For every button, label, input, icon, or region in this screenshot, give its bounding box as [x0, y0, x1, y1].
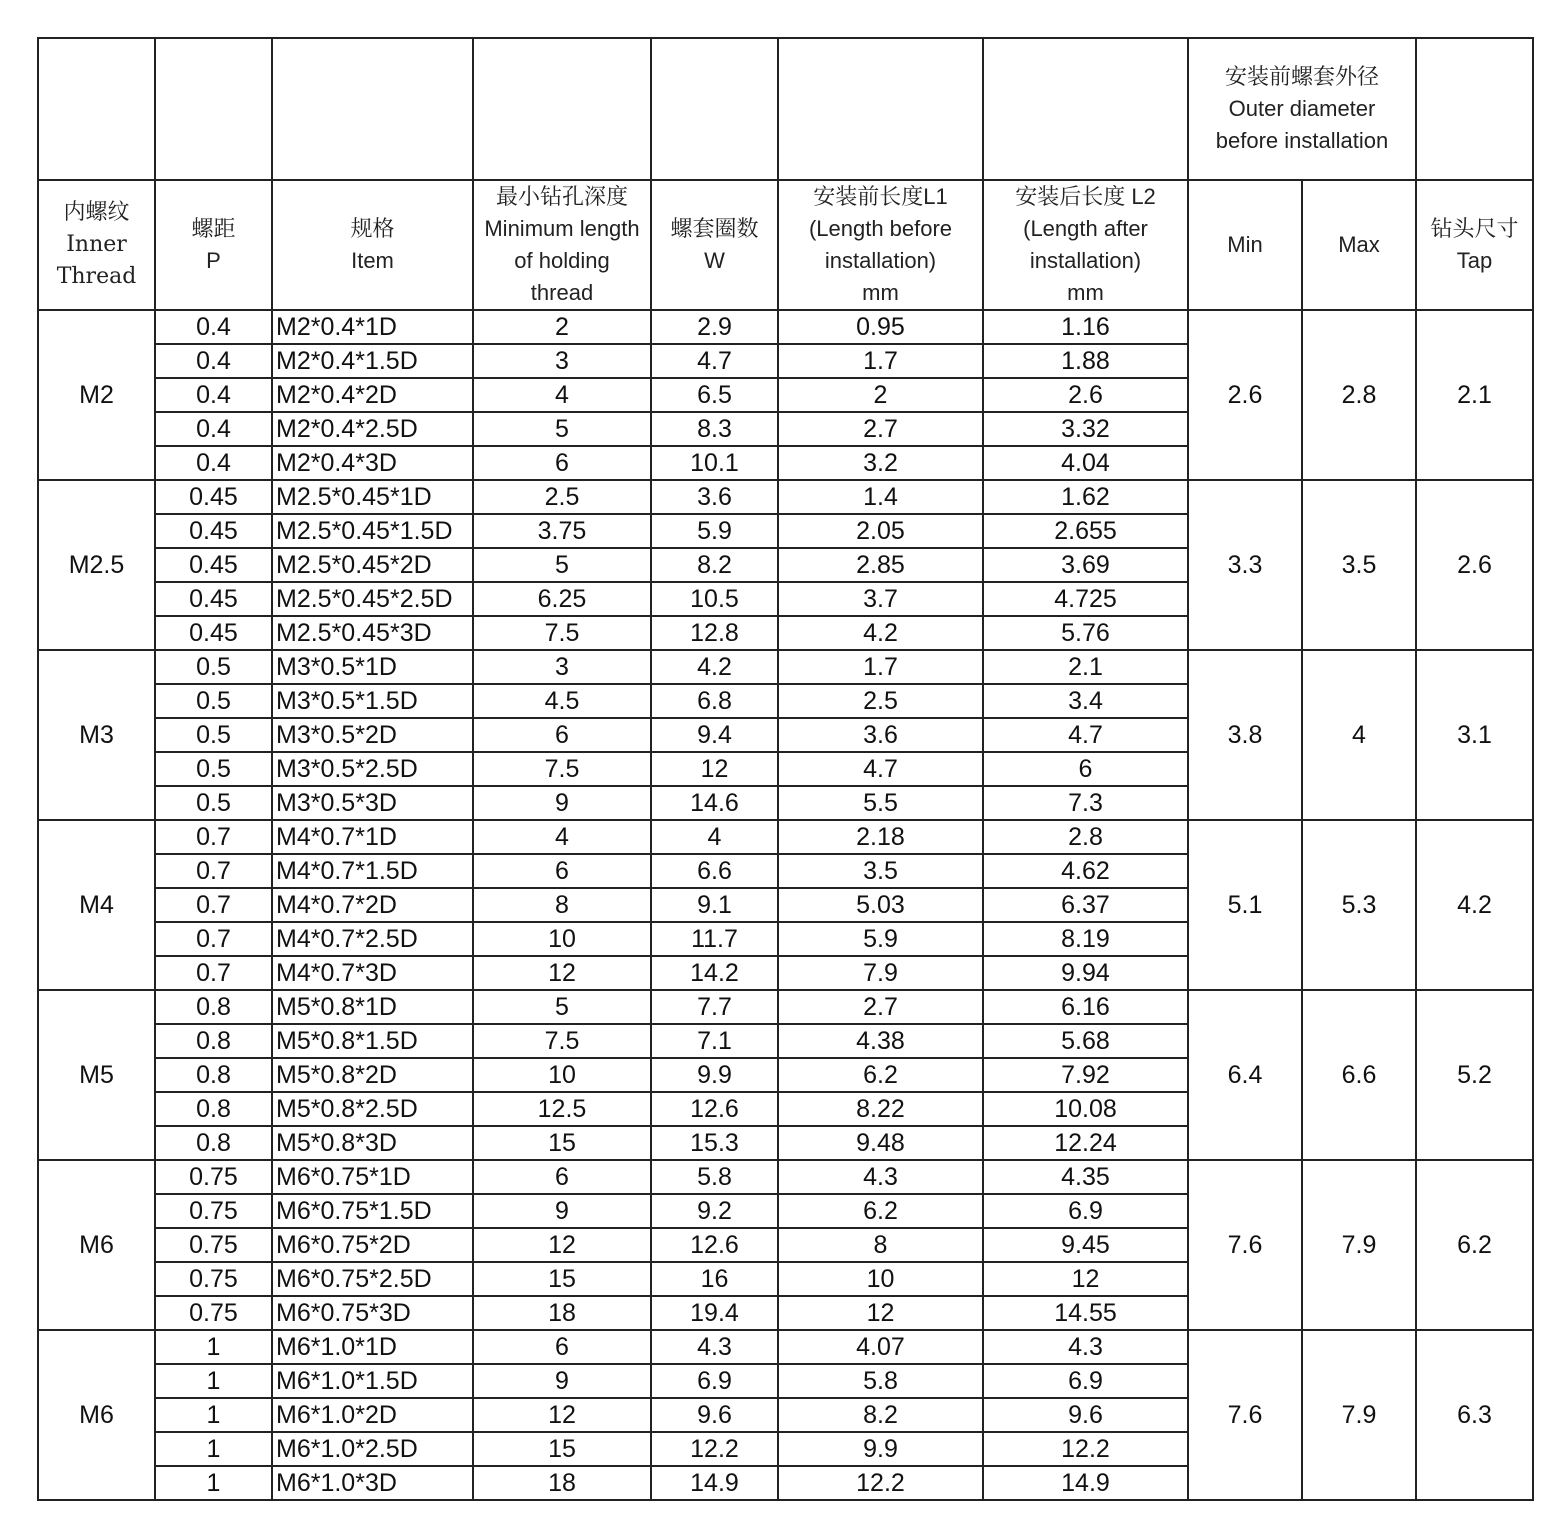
pitch-cell: 0.5	[155, 718, 272, 752]
pitch-cell: 1	[155, 1432, 272, 1466]
outer-max-header-label: Max	[1338, 232, 1380, 257]
min-hole-depth-cell: 15	[473, 1126, 651, 1160]
table-row	[38, 480, 1533, 514]
thread-size-cell: M5	[38, 990, 155, 1160]
coils-cell: 10.5	[651, 582, 778, 616]
outer-max-cell: 4	[1302, 650, 1416, 820]
length-after-cell: 3.4	[983, 684, 1188, 718]
length-after-cell: 1.16	[983, 310, 1188, 344]
outer-max-cell: 6.6	[1302, 990, 1416, 1160]
coils-cell: 16	[651, 1262, 778, 1296]
item-cell: M6*0.75*2.5D	[272, 1262, 473, 1296]
pitch-cell: 0.8	[155, 1058, 272, 1092]
length-before-cell: 2	[778, 378, 983, 412]
length-before-cell: 12	[778, 1296, 983, 1330]
length-after-cell: 10.08	[983, 1092, 1188, 1126]
min-hole-depth-cell: 3.75	[473, 514, 651, 548]
pitch-cell: 0.45	[155, 582, 272, 616]
pitch-cell: 0.4	[155, 446, 272, 480]
length-after-cell: 7.92	[983, 1058, 1188, 1092]
coils-cell: 7.1	[651, 1024, 778, 1058]
min-hole-depth-cell: 6	[473, 1330, 651, 1364]
min-hole-depth-cell: 6	[473, 446, 651, 480]
coils-cell: 19.4	[651, 1296, 778, 1330]
thread-size-cell: M6	[38, 1330, 155, 1500]
item-cell: M2*0.4*1.5D	[272, 344, 473, 378]
tap-cell: 2.6	[1416, 480, 1533, 650]
min-hole-depth-cell: 4.5	[473, 684, 651, 718]
min-hole-depth-cell: 9	[473, 1364, 651, 1398]
length-after-cell: 2.6	[983, 378, 1188, 412]
length-after-cell: 1.88	[983, 344, 1188, 378]
length-before-cell: 2.7	[778, 412, 983, 446]
item-header	[272, 180, 473, 310]
coils-cell: 4.2	[651, 650, 778, 684]
pitch-header-zh: 螺距	[191, 216, 236, 241]
length-after-cell: 12.24	[983, 1126, 1188, 1160]
pitch-cell: 0.8	[155, 990, 272, 1024]
blank-header-cell	[1416, 38, 1533, 180]
min-hole-depth-header-en-1: Minimum length	[484, 216, 640, 241]
coils-cell: 14.9	[651, 1466, 778, 1500]
length-before-cell: 4.2	[778, 616, 983, 650]
outer-diameter-header-en-2: before installation	[1215, 128, 1389, 153]
min-hole-depth-cell: 6.25	[473, 582, 651, 616]
pitch-cell: 0.45	[155, 514, 272, 548]
pitch-cell: 0.4	[155, 378, 272, 412]
length-before-cell: 0.95	[778, 310, 983, 344]
coils-cell: 15.3	[651, 1126, 778, 1160]
length-after-cell: 6.9	[983, 1364, 1188, 1398]
pitch-cell: 0.7	[155, 888, 272, 922]
table-row	[38, 990, 1533, 1024]
blank-header-cell	[778, 38, 983, 180]
outer-min-cell: 7.6	[1188, 1160, 1302, 1330]
length-before-cell: 3.7	[778, 582, 983, 616]
min-hole-depth-cell: 9	[473, 1194, 651, 1228]
length-before-cell: 1.7	[778, 650, 983, 684]
min-hole-depth-header	[473, 180, 651, 310]
coils-cell: 6.9	[651, 1364, 778, 1398]
blank-header-cell	[983, 38, 1188, 180]
thread-size-cell: M6	[38, 1160, 155, 1330]
min-hole-depth-header-zh: 最小钻孔深度	[495, 184, 628, 209]
coils-header-zh: 螺套圈数	[670, 216, 759, 241]
min-hole-depth-cell: 7.5	[473, 1024, 651, 1058]
outer-diameter-header-en-1: Outer diameter	[1228, 96, 1376, 121]
length-after-cell: 9.94	[983, 956, 1188, 990]
length-after-cell: 5.68	[983, 1024, 1188, 1058]
length-after-cell: 2.8	[983, 820, 1188, 854]
pitch-cell: 0.75	[155, 1228, 272, 1262]
length-after-cell: 2.1	[983, 650, 1188, 684]
coils-cell: 11.7	[651, 922, 778, 956]
table-row	[38, 1330, 1533, 1364]
length-after-cell: 4.62	[983, 854, 1188, 888]
inner-thread-header-en-1: Inner	[66, 232, 127, 257]
length-before-cell: 7.9	[778, 956, 983, 990]
min-hole-depth-cell: 4	[473, 378, 651, 412]
length-before-cell: 2.5	[778, 684, 983, 718]
tap-header-zh: 钻头尺寸	[1430, 216, 1519, 241]
pitch-cell: 0.75	[155, 1262, 272, 1296]
item-cell: M4*0.7*1D	[272, 820, 473, 854]
pitch-cell: 0.5	[155, 786, 272, 820]
length-after-header-en-1: (Length after	[1023, 216, 1148, 241]
pitch-cell: 1	[155, 1330, 272, 1364]
coils-cell: 6.6	[651, 854, 778, 888]
length-before-cell: 1.7	[778, 344, 983, 378]
min-hole-depth-cell: 6	[473, 718, 651, 752]
coils-cell: 2.9	[651, 310, 778, 344]
table-row	[38, 310, 1533, 344]
min-hole-depth-header-en-3: thread	[530, 280, 594, 305]
item-cell: M3*0.5*1.5D	[272, 684, 473, 718]
pitch-header-en: P	[206, 248, 221, 273]
outer-min-cell: 5.1	[1188, 820, 1302, 990]
length-before-cell: 9.48	[778, 1126, 983, 1160]
item-cell: M6*1.0*1.5D	[272, 1364, 473, 1398]
min-hole-depth-cell: 10	[473, 1058, 651, 1092]
length-after-cell: 3.69	[983, 548, 1188, 582]
pitch-cell: 0.7	[155, 820, 272, 854]
table-row	[38, 820, 1533, 854]
min-hole-depth-cell: 5	[473, 548, 651, 582]
length-before-header-unit: mm	[862, 280, 899, 305]
thread-size-cell: M4	[38, 820, 155, 990]
length-before-cell: 5.03	[778, 888, 983, 922]
min-hole-depth-cell: 7.5	[473, 752, 651, 786]
coils-cell: 6.8	[651, 684, 778, 718]
length-before-cell: 4.3	[778, 1160, 983, 1194]
length-before-cell: 8	[778, 1228, 983, 1262]
item-cell: M2*0.4*2.5D	[272, 412, 473, 446]
length-before-cell: 5.5	[778, 786, 983, 820]
min-hole-depth-cell: 12	[473, 1228, 651, 1262]
length-before-header-zh: 安装前长度L1	[813, 184, 948, 209]
pitch-cell: 0.7	[155, 854, 272, 888]
item-cell: M6*1.0*3D	[272, 1466, 473, 1500]
min-hole-depth-cell: 6	[473, 1160, 651, 1194]
length-before-cell: 5.9	[778, 922, 983, 956]
min-hole-depth-cell: 12	[473, 1398, 651, 1432]
min-hole-depth-cell: 7.5	[473, 616, 651, 650]
pitch-cell: 0.8	[155, 1126, 272, 1160]
outer-min-cell: 3.3	[1188, 480, 1302, 650]
outer-min-cell: 2.6	[1188, 310, 1302, 480]
coils-cell: 3.6	[651, 480, 778, 514]
outer-max-cell: 7.9	[1302, 1160, 1416, 1330]
length-after-cell: 6.37	[983, 888, 1188, 922]
pitch-cell: 0.8	[155, 1092, 272, 1126]
coils-cell: 5.9	[651, 514, 778, 548]
min-hole-depth-cell: 18	[473, 1296, 651, 1330]
item-cell: M5*0.8*1D	[272, 990, 473, 1024]
outer-min-header	[1188, 180, 1302, 310]
item-cell: M4*0.7*2D	[272, 888, 473, 922]
coils-cell: 9.6	[651, 1398, 778, 1432]
length-before-header-en-1: (Length before	[808, 216, 953, 241]
length-after-cell: 7.3	[983, 786, 1188, 820]
length-before-cell: 9.9	[778, 1432, 983, 1466]
item-cell: M6*1.0*1D	[272, 1330, 473, 1364]
coils-cell: 14.2	[651, 956, 778, 990]
length-before-cell: 6.2	[778, 1194, 983, 1228]
length-after-header-zh: 安装后长度 L2	[1015, 184, 1156, 209]
tap-cell: 2.1	[1416, 310, 1533, 480]
min-hole-depth-cell: 2	[473, 310, 651, 344]
min-hole-depth-cell: 10	[473, 922, 651, 956]
thread-size-cell: M3	[38, 650, 155, 820]
tap-header	[1416, 180, 1533, 310]
coils-cell: 7.7	[651, 990, 778, 1024]
length-after-header-en-2: installation)	[1029, 248, 1142, 273]
length-after-cell: 6.9	[983, 1194, 1188, 1228]
length-after-cell: 6	[983, 752, 1188, 786]
length-after-cell: 8.19	[983, 922, 1188, 956]
tap-cell: 6.3	[1416, 1330, 1533, 1500]
blank-header-cell	[473, 38, 651, 180]
min-hole-depth-cell: 4	[473, 820, 651, 854]
coils-cell: 9.4	[651, 718, 778, 752]
table-row	[38, 650, 1533, 684]
outer-max-cell: 7.9	[1302, 1330, 1416, 1500]
length-after-cell: 9.45	[983, 1228, 1188, 1262]
min-hole-depth-cell: 12	[473, 956, 651, 990]
min-hole-depth-cell: 15	[473, 1262, 651, 1296]
outer-min-cell: 7.6	[1188, 1330, 1302, 1500]
coils-cell: 12	[651, 752, 778, 786]
length-before-cell: 4.07	[778, 1330, 983, 1364]
item-cell: M2.5*0.45*1D	[272, 480, 473, 514]
length-after-cell: 4.7	[983, 718, 1188, 752]
item-cell: M6*1.0*2D	[272, 1398, 473, 1432]
outer-min-cell: 3.8	[1188, 650, 1302, 820]
length-after-cell: 14.55	[983, 1296, 1188, 1330]
min-hole-depth-cell: 9	[473, 786, 651, 820]
min-hole-depth-cell: 8	[473, 888, 651, 922]
pitch-header	[155, 180, 272, 310]
length-after-cell: 6.16	[983, 990, 1188, 1024]
min-hole-depth-cell: 6	[473, 854, 651, 888]
coils-cell: 10.1	[651, 446, 778, 480]
pitch-cell: 0.45	[155, 548, 272, 582]
thread-size-cell: M2	[38, 310, 155, 480]
length-before-cell: 8.2	[778, 1398, 983, 1432]
pitch-cell: 0.5	[155, 650, 272, 684]
coils-cell: 4	[651, 820, 778, 854]
length-before-cell: 5.8	[778, 1364, 983, 1398]
item-cell: M5*0.8*1.5D	[272, 1024, 473, 1058]
item-header-en: Item	[351, 248, 394, 273]
length-before-cell: 2.05	[778, 514, 983, 548]
pitch-cell: 0.75	[155, 1194, 272, 1228]
length-after-cell: 12.2	[983, 1432, 1188, 1466]
length-after-cell: 5.76	[983, 616, 1188, 650]
length-after-cell: 2.655	[983, 514, 1188, 548]
length-before-cell: 2.85	[778, 548, 983, 582]
item-cell: M6*0.75*1D	[272, 1160, 473, 1194]
min-hole-depth-cell: 5	[473, 990, 651, 1024]
blank-header-cell	[651, 38, 778, 180]
coils-cell: 8.3	[651, 412, 778, 446]
item-cell: M3*0.5*2D	[272, 718, 473, 752]
min-hole-depth-header-en-2: of holding	[514, 248, 610, 273]
outer-min-header-label: Min	[1227, 232, 1263, 257]
tap-cell: 6.2	[1416, 1160, 1533, 1330]
item-cell: M2.5*0.45*1.5D	[272, 514, 473, 548]
item-cell: M3*0.5*2.5D	[272, 752, 473, 786]
item-cell: M6*1.0*2.5D	[272, 1432, 473, 1466]
thread-size-cell: M2.5	[38, 480, 155, 650]
pitch-cell: 0.7	[155, 956, 272, 990]
item-cell: M3*0.5*1D	[272, 650, 473, 684]
coils-cell: 14.6	[651, 786, 778, 820]
tap-cell: 3.1	[1416, 650, 1533, 820]
coils-cell: 8.2	[651, 548, 778, 582]
length-after-cell: 4.725	[983, 582, 1188, 616]
pitch-cell: 0.75	[155, 1160, 272, 1194]
coils-cell: 12.6	[651, 1228, 778, 1262]
pitch-cell: 1	[155, 1364, 272, 1398]
item-cell: M2.5*0.45*3D	[272, 616, 473, 650]
blank-header-cell	[272, 38, 473, 180]
length-before-cell: 2.7	[778, 990, 983, 1024]
outer-max-cell: 2.8	[1302, 310, 1416, 480]
length-before-cell: 2.18	[778, 820, 983, 854]
outer-max-cell: 3.5	[1302, 480, 1416, 650]
outer-diameter-header-zh: 安装前螺套外径	[1224, 64, 1379, 89]
coils-cell: 4.3	[651, 1330, 778, 1364]
length-before-cell: 4.7	[778, 752, 983, 786]
item-cell: M6*0.75*2D	[272, 1228, 473, 1262]
item-cell: M2.5*0.45*2D	[272, 548, 473, 582]
inner-thread-header-zh: 内螺纹	[63, 200, 130, 225]
min-hole-depth-cell: 18	[473, 1466, 651, 1500]
item-cell: M4*0.7*1.5D	[272, 854, 473, 888]
coils-cell: 12.8	[651, 616, 778, 650]
inner-thread-header	[38, 180, 155, 310]
tap-cell: 4.2	[1416, 820, 1533, 990]
header-row-columns	[38, 180, 1533, 310]
coils-cell: 4.7	[651, 344, 778, 378]
pitch-cell: 0.5	[155, 752, 272, 786]
item-cell: M2*0.4*2D	[272, 378, 473, 412]
length-after-header-unit: mm	[1067, 280, 1104, 305]
item-cell: M6*0.75*3D	[272, 1296, 473, 1330]
tap-cell: 5.2	[1416, 990, 1533, 1160]
pitch-cell: 0.5	[155, 684, 272, 718]
item-cell: M5*0.8*2D	[272, 1058, 473, 1092]
item-cell: M4*0.7*3D	[272, 956, 473, 990]
coils-cell: 12.6	[651, 1092, 778, 1126]
outer-max-cell: 5.3	[1302, 820, 1416, 990]
length-before-header	[778, 180, 983, 310]
item-cell: M4*0.7*2.5D	[272, 922, 473, 956]
coils-cell: 9.2	[651, 1194, 778, 1228]
pitch-cell: 0.4	[155, 412, 272, 446]
length-before-cell: 10	[778, 1262, 983, 1296]
pitch-cell: 0.8	[155, 1024, 272, 1058]
length-before-cell: 3.2	[778, 446, 983, 480]
pitch-cell: 0.4	[155, 344, 272, 378]
length-after-cell: 3.32	[983, 412, 1188, 446]
min-hole-depth-cell: 2.5	[473, 480, 651, 514]
pitch-cell: 0.7	[155, 922, 272, 956]
pitch-cell: 0.45	[155, 616, 272, 650]
length-before-cell: 3.6	[778, 718, 983, 752]
length-before-cell: 6.2	[778, 1058, 983, 1092]
pitch-cell: 0.4	[155, 310, 272, 344]
length-after-cell: 4.35	[983, 1160, 1188, 1194]
outer-max-header	[1302, 180, 1416, 310]
length-after-cell: 14.9	[983, 1466, 1188, 1500]
coils-cell: 6.5	[651, 378, 778, 412]
item-cell: M2*0.4*3D	[272, 446, 473, 480]
coils-header	[651, 180, 778, 310]
length-after-cell: 12	[983, 1262, 1188, 1296]
outer-min-cell: 6.4	[1188, 990, 1302, 1160]
item-header-zh: 规格	[350, 216, 395, 241]
length-after-cell: 4.04	[983, 446, 1188, 480]
item-cell: M6*0.75*1.5D	[272, 1194, 473, 1228]
pitch-cell: 1	[155, 1466, 272, 1500]
thread-insert-spec-table	[37, 37, 1534, 1501]
inner-thread-header-en-2: Thread	[56, 264, 137, 289]
blank-header-cell	[155, 38, 272, 180]
min-hole-depth-cell: 3	[473, 650, 651, 684]
coils-cell: 5.8	[651, 1160, 778, 1194]
item-cell: M2*0.4*1D	[272, 310, 473, 344]
length-before-cell: 8.22	[778, 1092, 983, 1126]
length-after-header	[983, 180, 1188, 310]
pitch-cell: 0.75	[155, 1296, 272, 1330]
header-row-top	[38, 38, 1533, 180]
coils-cell: 9.1	[651, 888, 778, 922]
length-before-cell: 4.38	[778, 1024, 983, 1058]
pitch-cell: 0.45	[155, 480, 272, 514]
coils-cell: 9.9	[651, 1058, 778, 1092]
blank-header-cell	[38, 38, 155, 180]
min-hole-depth-cell: 3	[473, 344, 651, 378]
coils-cell: 12.2	[651, 1432, 778, 1466]
min-hole-depth-cell: 12.5	[473, 1092, 651, 1126]
min-hole-depth-cell: 15	[473, 1432, 651, 1466]
table-row	[38, 1160, 1533, 1194]
pitch-cell: 1	[155, 1398, 272, 1432]
item-cell: M5*0.8*2.5D	[272, 1092, 473, 1126]
length-before-header-en-2: installation)	[824, 248, 937, 273]
outer-diameter-header	[1188, 38, 1416, 180]
length-before-cell: 3.5	[778, 854, 983, 888]
tap-header-en: Tap	[1456, 248, 1493, 273]
item-cell: M2.5*0.45*2.5D	[272, 582, 473, 616]
length-after-cell: 4.3	[983, 1330, 1188, 1364]
length-after-cell: 9.6	[983, 1398, 1188, 1432]
coils-header-en: W	[704, 248, 725, 273]
item-cell: M3*0.5*3D	[272, 786, 473, 820]
item-cell: M5*0.8*3D	[272, 1126, 473, 1160]
length-after-cell: 1.62	[983, 480, 1188, 514]
length-before-cell: 12.2	[778, 1466, 983, 1500]
min-hole-depth-cell: 5	[473, 412, 651, 446]
length-before-cell: 1.4	[778, 480, 983, 514]
